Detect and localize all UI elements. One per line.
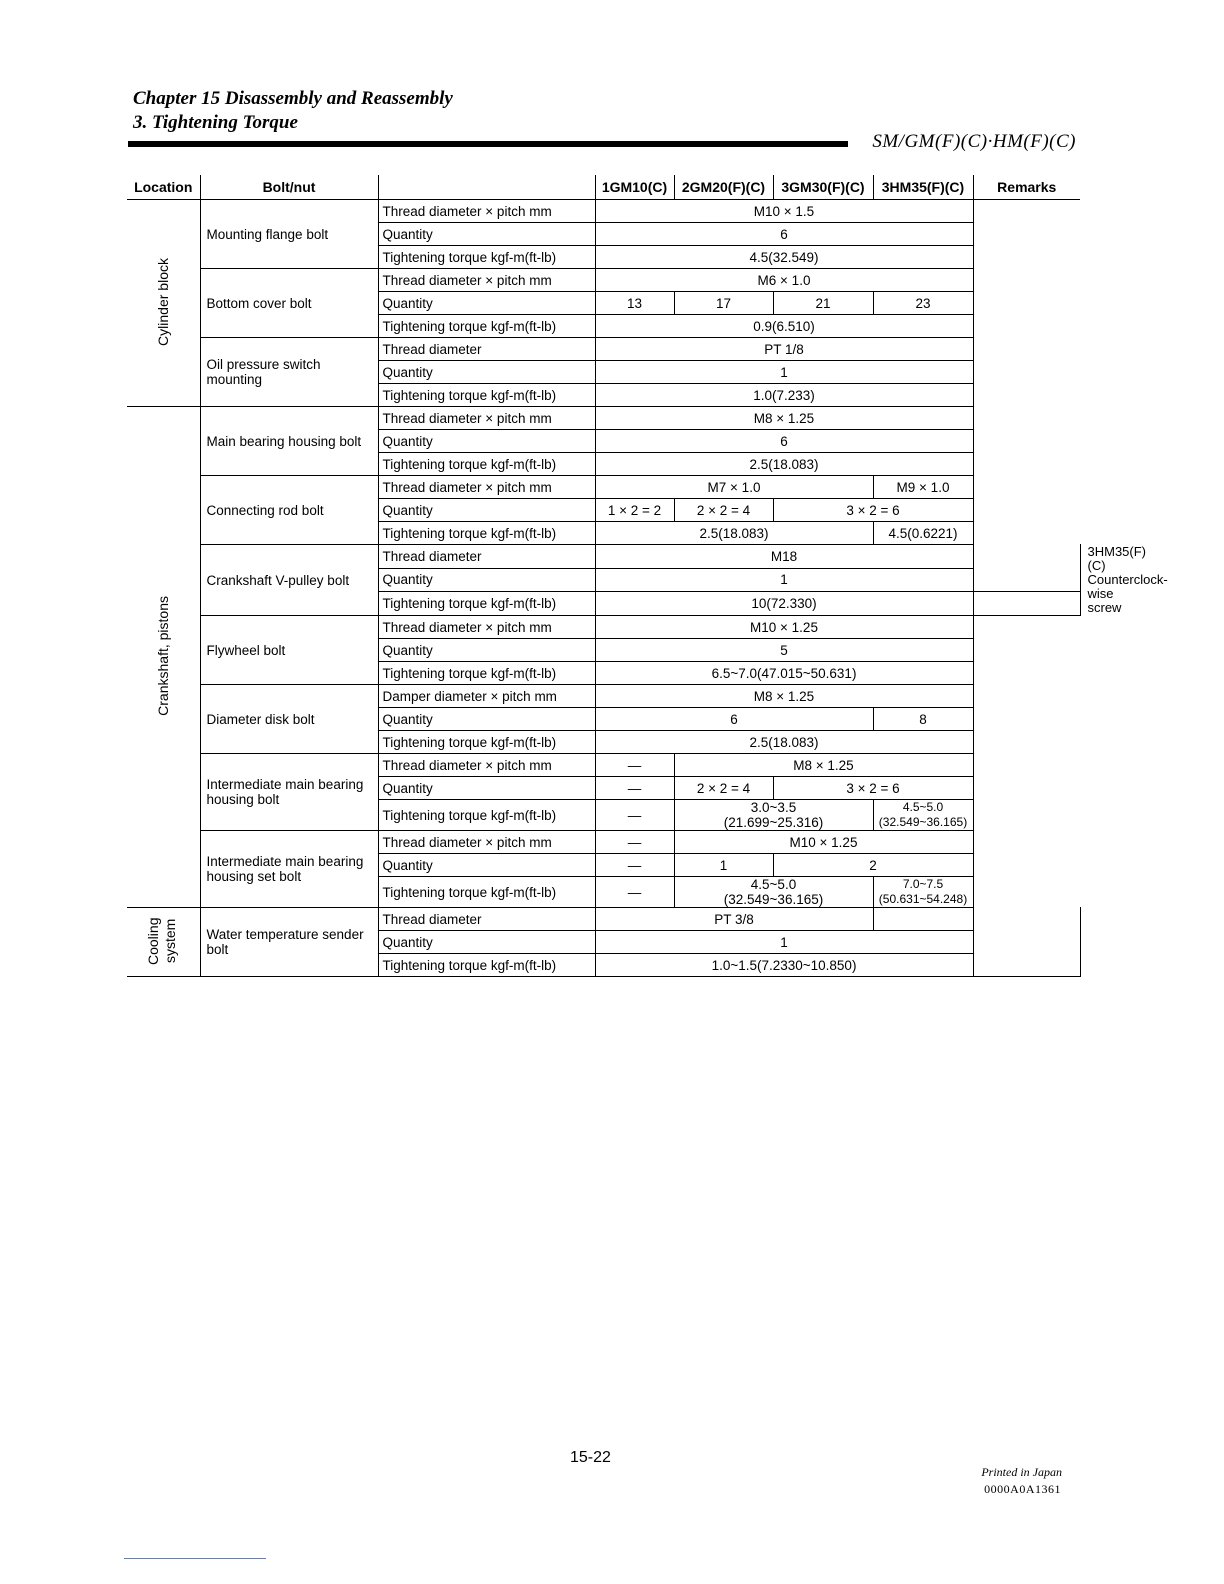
item-label: Thread diameter × pitch mm xyxy=(378,831,595,854)
value-cell: 4.5~5.0 (32.549~36.165) xyxy=(674,877,873,908)
table-row xyxy=(127,754,1080,777)
item-label: Tightening torque kgf-m(ft-lb) xyxy=(378,800,595,831)
value-cell: 2 xyxy=(773,854,973,877)
value-cell: 4.5~5.0 (32.549~36.165) xyxy=(873,800,973,831)
value-cell: 2.5(18.083) xyxy=(595,731,973,754)
value-cell: 0.9(6.510) xyxy=(595,315,973,338)
table-row xyxy=(127,685,1080,708)
bolt-intermediate-main-bearing-housing: Intermediate main bearing housing bolt xyxy=(200,754,378,831)
value-cell: 17 xyxy=(674,292,773,315)
value-cell: 6 xyxy=(595,430,973,453)
footer-line xyxy=(124,1558,266,1559)
bolt-bottom-cover: Bottom cover bolt xyxy=(200,269,378,338)
table-row xyxy=(127,269,1080,292)
value-cell: PT 1/8 xyxy=(595,338,973,361)
item-label: Thread diameter × pitch mm xyxy=(378,476,595,499)
table-row xyxy=(127,200,1080,223)
bolt-water-temperature-sender: Water temperature sender bolt xyxy=(200,908,378,977)
value-cell: 6 xyxy=(595,708,873,731)
value-cell: 23 xyxy=(873,292,973,315)
section-title: 3. Tightening Torque xyxy=(133,112,298,133)
item-label: Quantity xyxy=(378,361,595,384)
bolt-flywheel: Flywheel bolt xyxy=(200,616,378,685)
header-rule xyxy=(128,141,848,147)
item-label: Quantity xyxy=(378,708,595,731)
value-cell: 4.5(32.549) xyxy=(595,246,973,269)
item-label: Tightening torque kgf-m(ft-lb) xyxy=(378,246,595,269)
col-location: Location xyxy=(127,175,200,200)
document-code: 0000A0A1361 xyxy=(984,1482,1061,1496)
col-remarks: Remarks xyxy=(973,175,1080,200)
value-cell: M10 × 1.5 xyxy=(595,200,973,223)
item-label: Tightening torque kgf-m(ft-lb) xyxy=(378,453,595,476)
chapter-title: Chapter 15 Disassembly and Reassembly xyxy=(133,88,453,109)
value-cell: 1 xyxy=(595,568,973,592)
value-cell xyxy=(873,908,973,931)
item-label: Thread diameter xyxy=(378,545,595,569)
table-row: Crankshaft V-pulley bolt Thread diameter M18 3HM35(F)(C) Counterclock-wise screw xyxy=(127,545,1080,569)
value-cell: M9 × 1.0 xyxy=(873,476,973,499)
table-row xyxy=(127,476,1080,499)
value-cell: — xyxy=(595,854,674,877)
value-cell: 8 xyxy=(873,708,973,731)
tightening-torque-table xyxy=(127,175,1168,977)
value-cell: 21 xyxy=(773,292,873,315)
value-cell: 1.0(7.233) xyxy=(595,384,973,407)
col-item xyxy=(378,175,595,200)
item-label: Quantity xyxy=(378,777,595,800)
value-cell: 1 xyxy=(674,854,773,877)
item-label: Tightening torque kgf-m(ft-lb) xyxy=(378,592,595,616)
remarks-cell xyxy=(973,200,1080,592)
value-cell: 1 × 2 = 2 xyxy=(595,499,674,522)
item-label: Tightening torque kgf-m(ft-lb) xyxy=(378,384,595,407)
value-cell: M10 × 1.25 xyxy=(674,831,973,854)
value-cell: — xyxy=(595,777,674,800)
value-cell: PT 3/8 xyxy=(595,908,873,931)
value-cell: 2.5(18.083) xyxy=(595,453,973,476)
item-label: Thread diameter xyxy=(378,908,595,931)
col-2gm20: 2GM20(F)(C) xyxy=(674,175,773,200)
bolt-connecting-rod: Connecting rod bolt xyxy=(200,476,378,545)
item-label: Quantity xyxy=(378,292,595,315)
item-label: Tightening torque kgf-m(ft-lb) xyxy=(378,954,595,977)
item-label: Quantity xyxy=(378,931,595,954)
value-cell: M8 × 1.25 xyxy=(595,685,973,708)
value-cell: 1 xyxy=(595,361,973,384)
value-cell: — xyxy=(595,831,674,854)
item-label: Tightening torque kgf-m(ft-lb) xyxy=(378,315,595,338)
col-3hm35: 3HM35(F)(C) xyxy=(873,175,973,200)
value-cell: — xyxy=(595,754,674,777)
item-label: Thread diameter × pitch mm xyxy=(378,407,595,430)
value-cell: M8 × 1.25 xyxy=(674,754,973,777)
location-crankshaft-pistons: Crankshaft, pistons xyxy=(127,407,200,908)
value-cell: 3 × 2 = 6 xyxy=(773,777,973,800)
value-cell: 6.5~7.0(47.015~50.631) xyxy=(595,662,973,685)
item-label: Thread diameter × pitch mm xyxy=(378,200,595,223)
table-row xyxy=(127,831,1080,854)
item-label: Quantity xyxy=(378,854,595,877)
printed-in-japan: Printed in Japan xyxy=(981,1465,1062,1479)
item-label: Quantity xyxy=(378,568,595,592)
item-label: Tightening torque kgf-m(ft-lb) xyxy=(378,877,595,908)
page-number: 15-22 xyxy=(570,1449,611,1466)
value-cell: 3 × 2 = 6 xyxy=(773,499,973,522)
bolt-mounting-flange: Mounting flange bolt xyxy=(200,200,378,269)
col-3gm30: 3GM30(F)(C) xyxy=(773,175,873,200)
value-cell: 5 xyxy=(595,639,973,662)
item-label: Quantity xyxy=(378,499,595,522)
value-cell: 6 xyxy=(595,223,973,246)
value-cell: 2 × 2 = 4 xyxy=(674,777,773,800)
item-label: Thread diameter xyxy=(378,338,595,361)
table-row xyxy=(127,616,1080,639)
value-cell: 13 xyxy=(595,292,674,315)
remarks-cell xyxy=(973,616,1080,977)
value-cell: 10(72.330) xyxy=(595,592,973,616)
value-cell: 1 xyxy=(595,931,973,954)
item-label: Tightening torque kgf-m(ft-lb) xyxy=(378,522,595,545)
item-label: Quantity xyxy=(378,639,595,662)
model-header: SM/GM(F)(C)·HM(F)(C) xyxy=(872,131,1076,152)
bolt-intermediate-main-bearing-housing-set: Intermediate main bearing housing set bolt xyxy=(200,831,378,908)
value-cell: 2.5(18.083) xyxy=(595,522,873,545)
item-label: Thread diameter × pitch mm xyxy=(378,616,595,639)
value-cell: — xyxy=(595,800,674,831)
value-cell: M18 xyxy=(595,545,973,569)
value-cell: 2 × 2 = 4 xyxy=(674,499,773,522)
col-bolt: Bolt/nut xyxy=(200,175,378,200)
value-cell: M6 × 1.0 xyxy=(595,269,973,292)
value-cell: 7.0~7.5 (50.631~54.248) xyxy=(873,877,973,908)
location-cylinder-block: Cylinder block xyxy=(127,200,200,407)
table-header-row xyxy=(127,175,1080,200)
item-label: Quantity xyxy=(378,430,595,453)
item-label: Tightening torque kgf-m(ft-lb) xyxy=(378,731,595,754)
item-label: Thread diameter × pitch mm xyxy=(378,269,595,292)
value-cell: 1.0~1.5(7.2330~10.850) xyxy=(595,954,973,977)
table-row xyxy=(127,908,1080,931)
item-label: Quantity xyxy=(378,223,595,246)
value-cell: 4.5(0.6221) xyxy=(873,522,973,545)
table-row xyxy=(127,338,1080,361)
bolt-oil-pressure-switch: Oil pressure switch mounting xyxy=(200,338,378,407)
bolt-diameter-disk: Diameter disk bolt xyxy=(200,685,378,754)
location-cooling-system: Cooling system xyxy=(127,908,200,977)
value-cell: M10 × 1.25 xyxy=(595,616,973,639)
value-cell: 3.0~3.5 (21.699~25.316) xyxy=(674,800,873,831)
bolt-main-bearing-housing: Main bearing housing bolt xyxy=(200,407,378,476)
value-cell: — xyxy=(595,877,674,908)
bolt-crankshaft-v-pulley: Crankshaft V-pulley bolt xyxy=(200,545,378,616)
item-label: Tightening torque kgf-m(ft-lb) xyxy=(378,662,595,685)
col-1gm10: 1GM10(C) xyxy=(595,175,674,200)
value-cell: M8 × 1.25 xyxy=(595,407,973,430)
value-cell: M7 × 1.0 xyxy=(595,476,873,499)
item-label: Damper diameter × pitch mm xyxy=(378,685,595,708)
table-row xyxy=(127,407,1080,430)
item-label: Thread diameter × pitch mm xyxy=(378,754,595,777)
